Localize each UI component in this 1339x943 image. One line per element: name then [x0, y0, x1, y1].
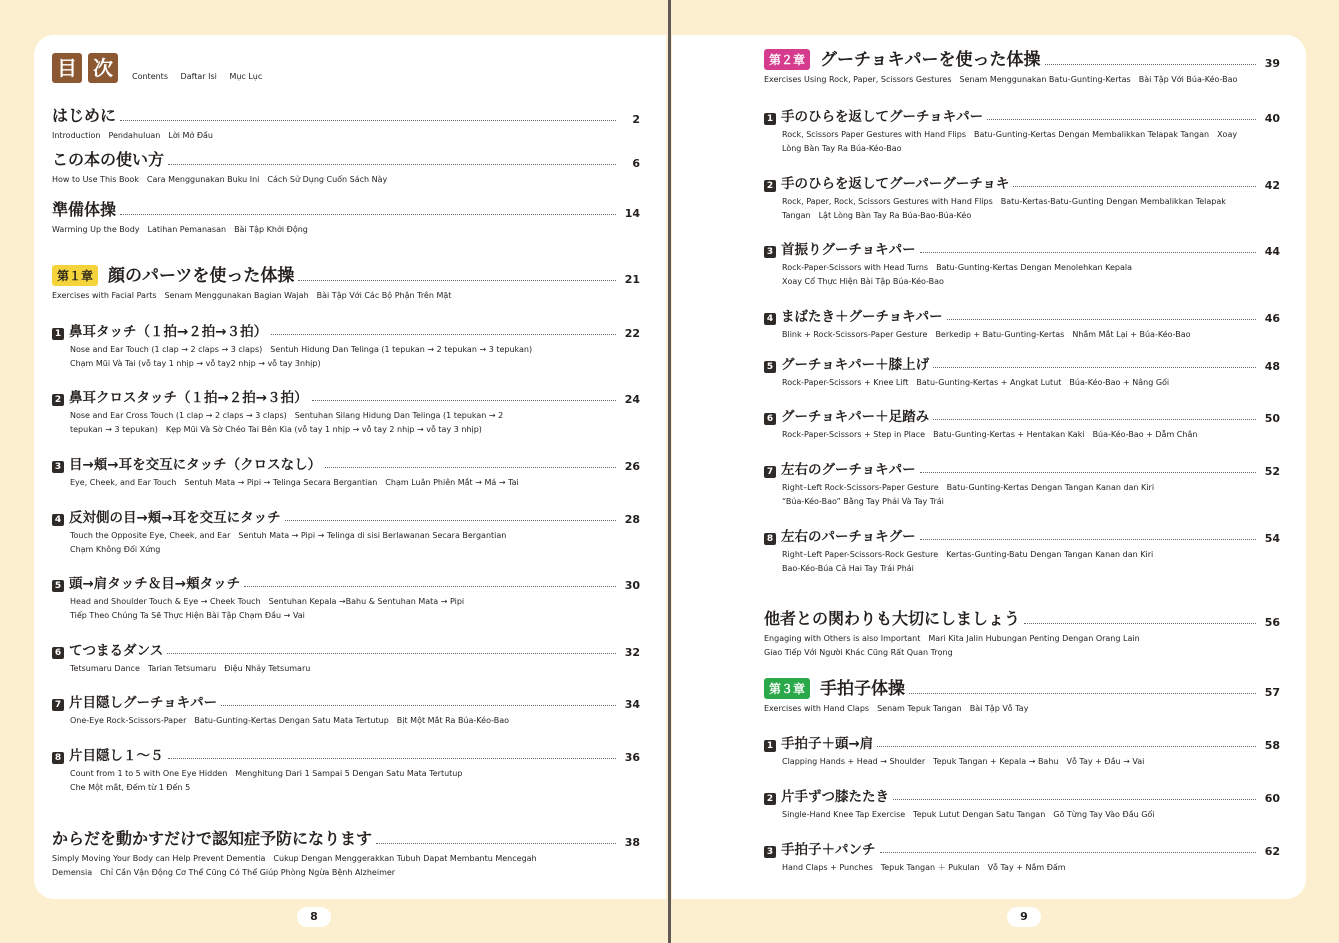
toc-entry-title: 準備体操: [52, 200, 117, 219]
toc-page-number: 62: [1264, 845, 1280, 858]
toc-entry-translations: [764, 376, 1280, 390]
toc-page-number: 36: [624, 751, 640, 764]
item-number-badge: 3: [52, 461, 64, 473]
dot-leader: [120, 120, 616, 121]
dot-leader: [920, 539, 1256, 540]
toc-entry[interactable]: [764, 458, 1280, 509]
translation-line: Hand Claps + Punches Tepuk Tangan ＋ Pukulan Vỗ Tay + Nắm Đấm: [782, 863, 1066, 872]
toc-entry[interactable]: [764, 45, 1280, 87]
toc-page-number: 26: [624, 460, 640, 473]
toc-entry[interactable]: [52, 506, 640, 557]
item-number-badge: 5: [764, 361, 776, 373]
toc-entry[interactable]: [764, 785, 1280, 822]
toc-page-number: 50: [1264, 412, 1280, 425]
toc-entry-title-row: [764, 172, 1280, 192]
dot-leader: [1024, 623, 1256, 624]
item-number-badge: 3: [764, 846, 776, 858]
toc-subtitle-vi: Mục Lục: [229, 72, 263, 81]
dot-leader: [933, 419, 1256, 420]
translation-line: Rock-Paper-Scissors + Knee Lift Batu-Gunting-Kertas + Angkat Lutut Búa-Kéo-Bao + Nâng Gối: [782, 378, 1170, 387]
item-number-badge: 2: [764, 793, 776, 805]
translation-line: Exercises Using Rock, Paper, Scissors Gestures Senam Menggunakan Batu-Gunting-Kertas Bài Tập Với Búa-Kéo-Bao: [764, 75, 1238, 84]
translation-line: Rock-Paper-Scissors with Head Turns Batu-Gunting-Kertas Dengan Menolehkan Kepala: [782, 263, 1133, 272]
toc-entry-title-row: [764, 525, 1280, 545]
toc-entry-translations: [764, 261, 1280, 289]
toc-entry-translations: [764, 328, 1280, 342]
toc-entry-title: 手のひらを返してグーパーグーチョキ: [781, 176, 1010, 192]
dot-leader: [312, 400, 616, 401]
dot-leader: [167, 653, 616, 654]
toc-entry-title-row: [764, 105, 1280, 125]
translation-line: Single-Hand Knee Tap Exercise Tepuk Lutut Dengan Satu Tangan Gõ Từng Tay Vào Đầu Gối: [782, 810, 1155, 819]
toc-entry-translations: [52, 662, 640, 676]
dot-leader: [909, 693, 1256, 694]
toc-entry-translations: [52, 409, 640, 437]
toc-entry-title: 手拍子＋頭→肩: [781, 736, 874, 752]
toc-entry-title: 手拍子＋パンチ: [781, 842, 876, 858]
toc-entry[interactable]: [764, 405, 1280, 442]
toc-entry-title-row: [764, 405, 1280, 425]
toc-entry-title: 左右のパーチョキグー: [781, 529, 916, 545]
toc-entry-translations: [52, 129, 640, 143]
translation-line: Demensia Chỉ Cần Vận Động Cơ Thể Cũng Có Thể Giúp Phòng Ngừa Bệnh Alzheimer: [52, 868, 396, 877]
toc-entry[interactable]: [764, 525, 1280, 576]
dot-leader: [893, 799, 1256, 800]
toc-page-number: 44: [1264, 245, 1280, 258]
toc-entry-title-row: [764, 305, 1280, 325]
toc-entry[interactable]: [764, 674, 1280, 716]
toc-entry-translations: [764, 755, 1280, 769]
toc-title-char-2: 次: [88, 53, 118, 83]
toc-entry-translations: [764, 428, 1280, 442]
toc-page-number: 58: [1264, 739, 1280, 752]
toc-entry-translations: [52, 343, 640, 371]
toc-page-number: 54: [1264, 532, 1280, 545]
toc-entry-translations: [764, 195, 1280, 223]
page-number-left: 8: [297, 907, 331, 927]
toc-page-number: 30: [624, 579, 640, 592]
item-number-badge: 3: [764, 246, 776, 258]
toc-entry-translations: [52, 289, 640, 303]
toc-entry-translations: [52, 476, 640, 490]
toc-page-number: 28: [624, 513, 640, 526]
toc-entry[interactable]: [52, 453, 640, 490]
translation-line: Exercises with Facial Parts Senam Menggunakan Bagian Wajah Bài Tập Với Các Bộ Phận Trên Mặt: [52, 291, 452, 300]
toc-entry[interactable]: [52, 572, 640, 623]
translation-line: Introduction Pendahuluan Lời Mở Đầu: [52, 131, 213, 140]
toc-entry-translations: [764, 861, 1280, 875]
toc-entry-title: 首振りグーチョキパー: [781, 242, 916, 258]
toc-page-number: 56: [1264, 616, 1280, 629]
toc-entry[interactable]: [52, 197, 640, 237]
right-page: [672, 35, 1306, 899]
dot-leader: [920, 472, 1256, 473]
toc-entry[interactable]: [52, 639, 640, 676]
toc-entry-title-row: [52, 197, 640, 220]
toc-entry-translations: [52, 173, 640, 187]
dot-leader: [285, 520, 616, 521]
dot-leader: [987, 119, 1256, 120]
toc-page-number: 32: [624, 646, 640, 659]
toc-entry-title-row: [764, 238, 1280, 258]
toc-entry-title-row: [52, 691, 640, 711]
toc-entry-translations: [764, 548, 1280, 576]
toc-page-number: 14: [624, 207, 640, 220]
toc-entry-title: からだを動かすだけで認知症予防になります: [52, 829, 373, 848]
toc-entry-title: グーチョキパーを使った体操: [820, 50, 1041, 70]
dot-leader: [271, 334, 616, 335]
toc-entry[interactable]: [764, 606, 1280, 660]
toc-entry[interactable]: [764, 305, 1280, 342]
item-number-badge: 7: [52, 699, 64, 711]
toc-entry[interactable]: [764, 238, 1280, 289]
toc-page-number: 6: [632, 157, 640, 170]
toc-entry[interactable]: [52, 744, 640, 795]
translation-line: Engaging with Others is also Important Mari Kita Jalin Hubungan Penting Dengan Orang Lain: [764, 634, 1140, 643]
toc-entry-title: 片目隠し１～５: [69, 748, 164, 764]
book-spine: [668, 0, 671, 943]
toc-entry[interactable]: [764, 105, 1280, 156]
toc-entry-title-row: [52, 744, 640, 764]
toc-entry-translations: [764, 632, 1280, 660]
toc-entry[interactable]: [52, 103, 640, 143]
toc-entry[interactable]: [52, 320, 640, 371]
translation-line: Rock-Paper-Scissors + Step in Place Batu-Gunting-Kertas + Hentakan Kaki Búa-Kéo-Bao + Dẫm Chân: [782, 430, 1198, 439]
translation-line: Count from 1 to 5 with One Eye Hidden Menghitung Dari 1 Sampai 5 Dengan Satu Mata Tertutup: [70, 769, 463, 778]
toc-entry-title: まばたき＋グーチョキパー: [781, 309, 943, 325]
left-page: [34, 35, 666, 899]
translation-line: Nose and Ear Touch (1 clap → 2 claps → 3 claps) Sentuh Hidung Dan Telinga (1 tepukan → 2 tepukan → 3 tepukan): [70, 345, 533, 354]
toc-entry-title: グーチョキパー＋膝上げ: [781, 357, 930, 373]
translation-line: Blink + Rock-Scissors-Paper Gesture Berkedip + Batu-Gunting-Kertas Nhắm Mắt Lại + Búa-Kéo-Bao: [782, 330, 1191, 339]
translation-line: Simply Moving Your Body can Help Prevent Dementia Cukup Dengan Menggerakkan Tubuh Dapat Membantu Mencegah: [52, 854, 537, 863]
dot-leader: [933, 367, 1256, 368]
toc-subtitle-en: Contents: [132, 72, 168, 81]
translation-line: Eye, Cheek, and Ear Touch Sentuh Mata → Pipi → Telinga Secara Bergantian Chạm Luân Phiên Mắt → Má → Tai: [70, 478, 519, 487]
toc-page-number: 38: [624, 836, 640, 849]
toc-entry-title: 顔のパーツを使った体操: [108, 266, 295, 286]
toc-entry-translations: [764, 128, 1280, 156]
toc-page-number: 34: [624, 698, 640, 711]
item-number-badge: 4: [764, 313, 776, 325]
translation-line: Chạm Mũi Và Tai (vỗ tay 1 nhịp → vỗ tay2 nhịp → vỗ tay 3nhịp): [70, 359, 321, 368]
toc-entry-title: 左右のグーチョキパー: [781, 462, 916, 478]
toc-page-number: 24: [624, 393, 640, 406]
toc-entry-title: てつまるダンス: [69, 643, 164, 659]
toc-page-number: 57: [1264, 686, 1280, 699]
toc-page-number: 52: [1264, 465, 1280, 478]
item-number-badge: 6: [52, 647, 64, 659]
translation-line: “Búa-Kéo-Bao” Bằng Tay Phải Và Tay Trái: [782, 497, 944, 506]
translation-line: Right–Left Rock-Scissors-Paper Gesture Batu-Gunting-Kertas Dengan Tangan Kanan dan Kiri: [782, 483, 1155, 492]
item-number-badge: 8: [52, 752, 64, 764]
toc-entry[interactable]: [764, 353, 1280, 390]
translation-line: Tiếp Theo Chúng Ta Sẽ Thực Hiện Bài Tập Chạm Đầu → Vai: [70, 611, 305, 620]
dot-leader: [920, 252, 1256, 253]
toc-page-number: 42: [1264, 179, 1280, 192]
translation-line: Che Một mắt, Đếm từ 1 Đến 5: [70, 783, 191, 792]
toc-entry-title: 鼻耳クロスタッチ（１拍→２拍→３拍）: [69, 390, 308, 406]
translation-line: Rock, Paper, Rock, Scissors Gestures with Hand Flips Batu-Kertas-Batu-Gunting Dengan Membalikkan Telapak: [782, 197, 1226, 206]
toc-entry-translations: [52, 223, 640, 237]
toc-entry-title: 頭→肩タッチ＆目→頬タッチ: [69, 576, 241, 592]
toc-entry-title-row: [764, 606, 1280, 629]
chapter-badge: 第３章: [764, 678, 810, 699]
toc-entry-translations: [764, 73, 1280, 87]
toc-entry-title-row: [52, 506, 640, 526]
dot-leader: [880, 852, 1257, 853]
dot-leader: [1013, 186, 1256, 187]
toc-page-number: 46: [1264, 312, 1280, 325]
translation-line: Warming Up the Body Latihan Pemanasan Bài Tập Khởi Động: [52, 225, 308, 234]
item-number-badge: 4: [52, 514, 64, 526]
toc-subtitle-id: Daftar Isi: [180, 72, 217, 81]
toc-entry[interactable]: [52, 386, 640, 437]
toc-entry-title: 手のひらを返してグーチョキパー: [781, 109, 984, 125]
toc-entry-title: 鼻耳タッチ（１拍→２拍→３拍）: [69, 324, 268, 340]
translation-line: Bao-Kéo-Búa Cả Hai Tay Trái Phải: [782, 564, 914, 573]
translation-line: Tangan Lật Lòng Bàn Tay Ra Búa-Bao-Búa-Kéo: [782, 211, 972, 220]
toc-title-char-1: 目: [52, 53, 82, 83]
translation-line: Giao Tiếp Với Người Khác Cũng Rất Quan Trọng: [764, 648, 953, 657]
toc-entry-translations: [52, 595, 640, 623]
toc-entry-title: 反対側の目→頬→耳を交互にタッチ: [69, 510, 281, 526]
translation-line: Lòng Bàn Tay Ra Búa-Kéo-Bao: [782, 144, 902, 153]
item-number-badge: 2: [764, 180, 776, 192]
toc-entry-title-row: [764, 838, 1280, 858]
toc-page-number: 40: [1264, 112, 1280, 125]
toc-entry-title-row: [764, 732, 1280, 752]
toc-entry-translations: [764, 481, 1280, 509]
translation-line: Touch the Opposite Eye, Cheek, and Ear Sentuh Mata → Pipi → Telinga di sisi Berlawanan Secara Bergantian: [70, 531, 507, 540]
toc-entry-translations: [52, 852, 640, 880]
translation-line: Head and Shoulder Touch & Eye → Cheek Touch Sentuhan Kepala →Bahu & Sentuhan Mata → Pipi: [70, 597, 465, 606]
toc-page-number: 60: [1264, 792, 1280, 805]
toc-entry-title-row: [764, 674, 1280, 699]
dot-leader: [877, 746, 1256, 747]
item-number-badge: 1: [764, 740, 776, 752]
toc-page-number: 22: [624, 327, 640, 340]
translation-line: Nose and Ear Cross Touch (1 clap → 2 claps → 3 claps) Sentuhan Silang Hidung Dan Telinga (1 tepukan → 2: [70, 411, 504, 420]
chapter-badge: 第１章: [52, 265, 98, 286]
toc-page-number: 39: [1264, 57, 1280, 70]
toc-entry-title-row: [52, 103, 640, 126]
toc-entry-title: 手拍子体操: [820, 679, 906, 699]
translation-line: Clapping Hands + Head → Shoulder Tepuk Tangan + Kepala → Bahu Vỗ Tay + Đầu → Vai: [782, 757, 1145, 766]
dot-leader: [168, 758, 617, 759]
toc-entry[interactable]: [52, 691, 640, 728]
item-number-badge: 7: [764, 466, 776, 478]
toc-entry-title-row: [52, 826, 640, 849]
dot-leader: [221, 705, 616, 706]
dot-leader: [1045, 64, 1256, 65]
toc-entry[interactable]: [764, 732, 1280, 769]
toc-header: [52, 53, 272, 83]
toc-entry-title: はじめに: [52, 106, 117, 125]
translation-line: Exercises with Hand Claps Senam Tepuk Tangan Bài Tập Vỗ Tay: [764, 704, 1029, 713]
dot-leader: [947, 319, 1256, 320]
translation-line: Chạm Không Đối Xứng: [70, 545, 161, 554]
item-number-badge: 1: [52, 328, 64, 340]
translation-line: One-Eye Rock-Scissors-Paper Batu-Gunting-Kertas Dengan Satu Mata Tertutup Bịt Một Mắt Ra Búa-Kéo-Bao: [70, 716, 510, 725]
toc-entry-title-row: [764, 353, 1280, 373]
toc-entry-translations: [52, 529, 640, 557]
translation-line: Right–Left Paper-Scissors-Rock Gesture Kertas-Gunting-Batu Dengan Tangan Kanan dan Kiri: [782, 550, 1154, 559]
dot-leader: [376, 843, 616, 844]
toc-entry-title-row: [764, 45, 1280, 70]
dot-leader: [244, 586, 616, 587]
translation-line: Rock, Scissors Paper Gestures with Hand Flips Batu-Gunting-Kertas Dengan Membalikkan Telapak Tangan Xoay: [782, 130, 1238, 139]
toc-entry[interactable]: [52, 261, 640, 303]
chapter-badge: 第２章: [764, 49, 810, 70]
toc-entry-translations: [52, 714, 640, 728]
toc-entry-title: 片目隠しグーチョキパー: [69, 695, 218, 711]
toc-entry-title-row: [764, 458, 1280, 478]
toc-entry-title-row: [764, 785, 1280, 805]
toc-entry-translations: [764, 702, 1280, 716]
toc-entry[interactable]: [52, 147, 640, 187]
toc-entry-title-row: [52, 261, 640, 286]
toc-page-number: 21: [624, 273, 640, 286]
toc-page-number: 2: [632, 113, 640, 126]
toc-entry-translations: [52, 767, 640, 795]
item-number-badge: 5: [52, 580, 64, 592]
toc-entry-title: この本の使い方: [52, 150, 165, 169]
toc-entry-title: 他者との関わりも大切にしましょう: [764, 609, 1021, 628]
item-number-badge: 2: [52, 394, 64, 406]
dot-leader: [325, 467, 616, 468]
toc-entry[interactable]: [52, 826, 640, 880]
toc-entry-title-row: [52, 572, 640, 592]
item-number-badge: 8: [764, 533, 776, 545]
page-number-right: 9: [1007, 907, 1041, 927]
toc-entry-title-row: [52, 639, 640, 659]
toc-entry-translations: [764, 808, 1280, 822]
translation-line: How to Use This Book Cara Menggunakan Buku Ini Cách Sử Dụng Cuốn Sách Này: [52, 175, 388, 184]
toc-entry-title-row: [52, 147, 640, 170]
dot-leader: [168, 164, 616, 165]
toc-page-number: 48: [1264, 360, 1280, 373]
toc-entry-title-row: [52, 320, 640, 340]
toc-entry-title-row: [52, 453, 640, 473]
item-number-badge: 6: [764, 413, 776, 425]
toc-entry[interactable]: [764, 172, 1280, 223]
toc-entry-title: グーチョキパー＋足踏み: [781, 409, 930, 425]
translation-line: Xoay Cổ Thực Hiện Bài Tập Búa-Kéo-Bao: [782, 277, 944, 286]
translation-line: Tetsumaru Dance Tarian Tetsumaru Điệu Nhảy Tetsumaru: [70, 664, 311, 673]
toc-entry-title-row: [52, 386, 640, 406]
toc-subtitles: [132, 72, 272, 83]
toc-entry-title: 片手ずつ膝たたき: [781, 789, 889, 805]
translation-line: tepukan → 3 tepukan) Kẹp Mũi Và Sờ Chéo Tai Bên Kia (vỗ tay 1 nhịp → vỗ tay 2 nhịp → vỗ tay 3 nhịp): [70, 425, 482, 434]
toc-entry-title: 目→頬→耳を交互にタッチ（クロスなし）: [69, 457, 322, 473]
dot-leader: [120, 214, 616, 215]
dot-leader: [298, 280, 616, 281]
item-number-badge: 1: [764, 113, 776, 125]
toc-entry[interactable]: [764, 838, 1280, 875]
